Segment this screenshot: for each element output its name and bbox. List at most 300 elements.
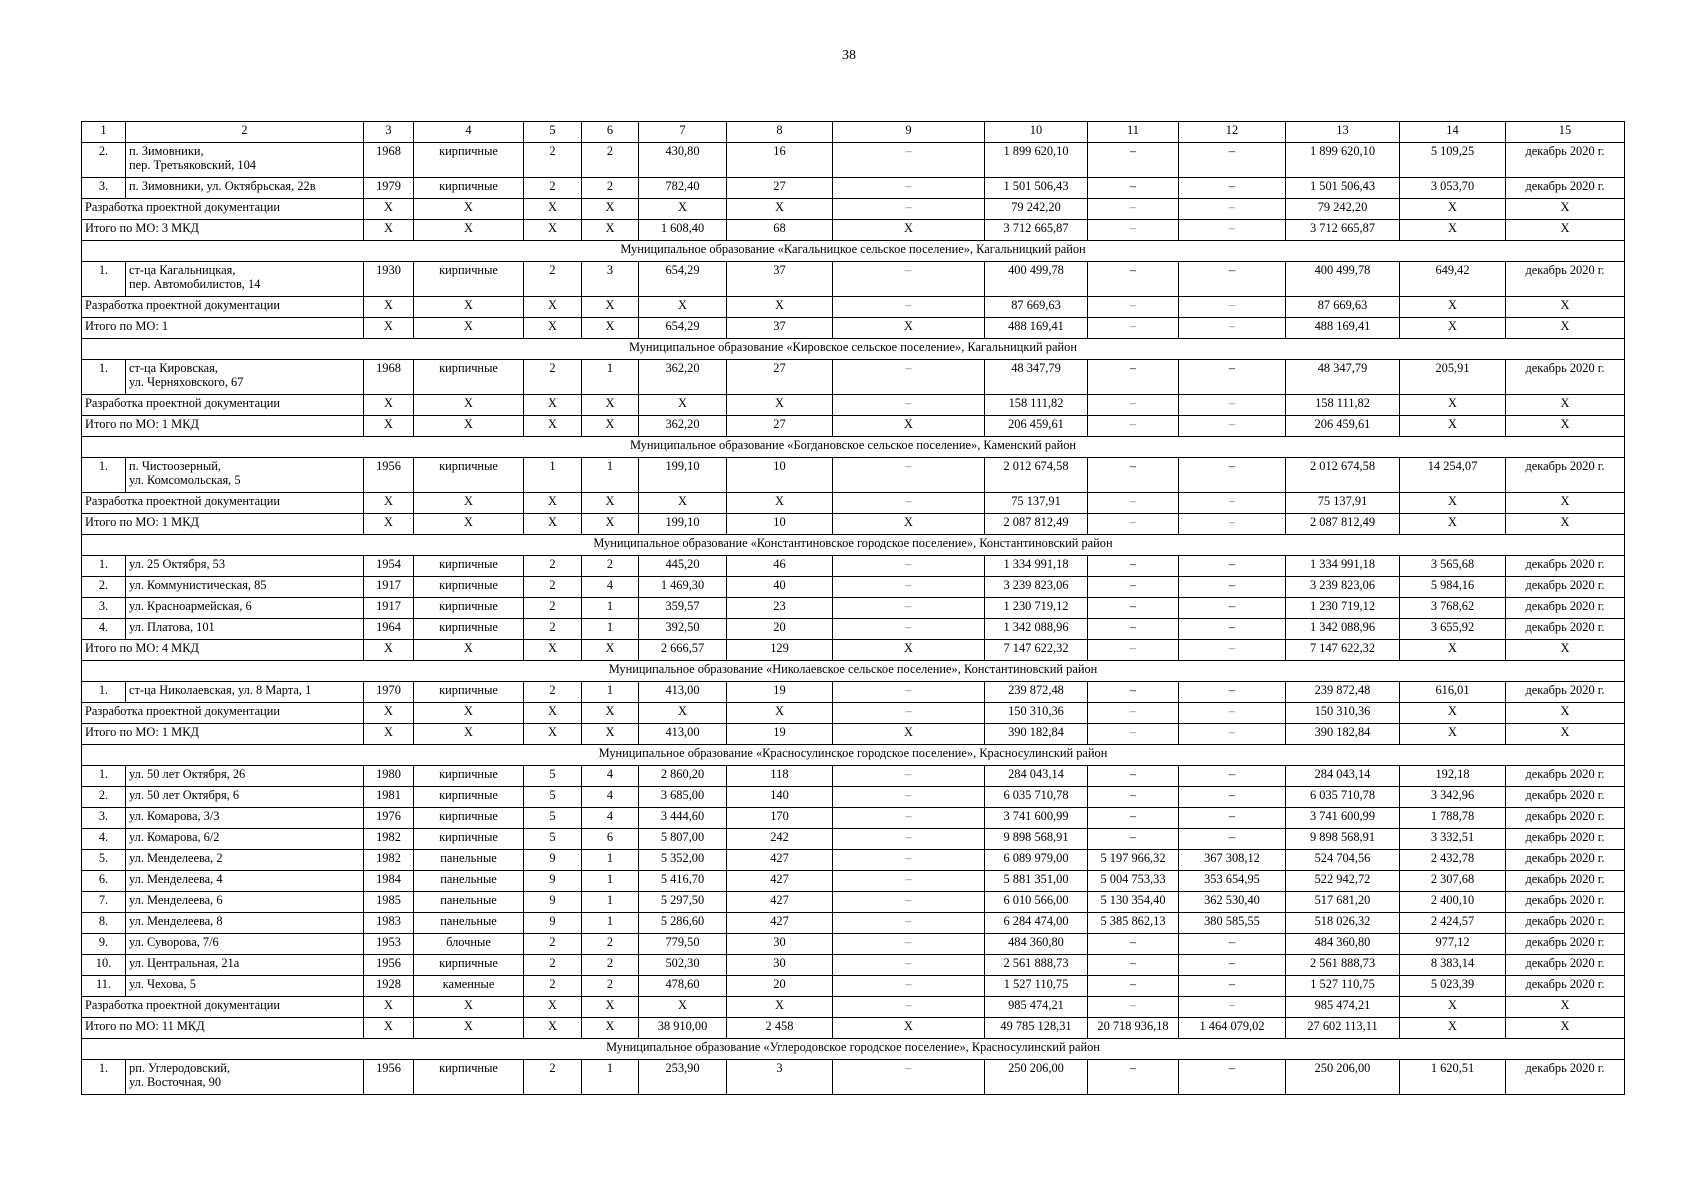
table-cell: – [833, 766, 985, 787]
table-cell: 1970 [364, 682, 414, 703]
table-cell: 362 530,40 [1179, 892, 1286, 913]
column-number: 15 [1506, 122, 1625, 143]
table-cell: – [833, 458, 985, 493]
table-cell: 390 182,84 [985, 724, 1088, 745]
table-cell: 5 385 862,13 [1088, 913, 1179, 934]
table-cell: X [524, 514, 582, 535]
table-cell: 5 297,50 [639, 892, 727, 913]
table-cell: – [1179, 997, 1286, 1018]
table-cell: 5. [82, 850, 126, 871]
table-cell: 1 [582, 892, 639, 913]
table-cell: – [1088, 829, 1179, 850]
table-cell: 1 [582, 598, 639, 619]
table-cell: кирпичные [414, 787, 524, 808]
table-cell: декабрь 2020 г. [1506, 955, 1625, 976]
table-cell: X [364, 318, 414, 339]
table-cell: 9 [524, 850, 582, 871]
table-cell: декабрь 2020 г. [1506, 913, 1625, 934]
table-cell: 19 [727, 682, 833, 703]
table-row [82, 360, 1625, 395]
table-cell: 2 458 [727, 1018, 833, 1039]
table-cell: – [1088, 724, 1179, 745]
table-cell: кирпичные [414, 143, 524, 178]
table-cell: X [414, 416, 524, 437]
table-cell: 158 111,82 [1286, 395, 1400, 416]
table-cell: 5 [524, 829, 582, 850]
table-cell: 1964 [364, 619, 414, 640]
summary-label: Разработка проектной документации [82, 703, 364, 724]
table-cell: 2 561 888,73 [1286, 955, 1400, 976]
table-cell: – [1088, 787, 1179, 808]
table-cell: X [1400, 318, 1506, 339]
table-cell: 522 942,72 [1286, 871, 1400, 892]
table-cell: X [833, 514, 985, 535]
table-cell: 2 [582, 556, 639, 577]
column-number: 13 [1286, 122, 1400, 143]
table-cell: 75 137,91 [985, 493, 1088, 514]
address-cell: ул. Комарова, 3/3 [126, 808, 364, 829]
address-cell: ул. Центральная, 21а [126, 955, 364, 976]
table-cell: панельные [414, 913, 524, 934]
table-cell: панельные [414, 871, 524, 892]
table-cell: X [1506, 493, 1625, 514]
table-cell: 3 768,62 [1400, 598, 1506, 619]
table-cell: 10 [727, 458, 833, 493]
table-cell: X [1506, 1018, 1625, 1039]
table-cell: декабрь 2020 г. [1506, 829, 1625, 850]
municipality-header-row [82, 745, 1625, 766]
table-cell: 3 239 823,06 [985, 577, 1088, 598]
table-cell: X [1506, 703, 1625, 724]
table-cell: X [582, 997, 639, 1018]
table-cell: 150 310,36 [1286, 703, 1400, 724]
table-cell: 3. [82, 178, 126, 199]
table-cell: кирпичные [414, 829, 524, 850]
table-row [82, 955, 1625, 976]
table-cell: 5 881 351,00 [985, 871, 1088, 892]
table-cell: 5 984,16 [1400, 577, 1506, 598]
table-cell: 1982 [364, 850, 414, 871]
table-row [82, 458, 1625, 493]
table-cell: X [582, 318, 639, 339]
summary-row [82, 493, 1625, 514]
table-cell: X [414, 493, 524, 514]
table-cell: 79 242,20 [985, 199, 1088, 220]
table-cell: 48 347,79 [1286, 360, 1400, 395]
table-cell: 1 [582, 458, 639, 493]
municipality-title: Муниципальное образование «Кировское сельское поселение», Кагальницкий район [82, 339, 1625, 360]
table-cell: кирпичные [414, 682, 524, 703]
summary-row [82, 1018, 1625, 1039]
column-number: 7 [639, 122, 727, 143]
table-cell: 2 [524, 577, 582, 598]
table-cell: декабрь 2020 г. [1506, 934, 1625, 955]
table-row [82, 871, 1625, 892]
table-cell: 782,40 [639, 178, 727, 199]
summary-row [82, 703, 1625, 724]
table-cell: декабрь 2020 г. [1506, 871, 1625, 892]
table-cell: 2 666,57 [639, 640, 727, 661]
table-cell: 2 [524, 360, 582, 395]
table-cell: X [364, 724, 414, 745]
table-cell: 977,12 [1400, 934, 1506, 955]
table-cell: 205,91 [1400, 360, 1506, 395]
table-cell: кирпичные [414, 619, 524, 640]
table-cell: X [727, 997, 833, 1018]
table-cell: X [833, 1018, 985, 1039]
address-cell: ул. Менделеева, 8 [126, 913, 364, 934]
table-cell: X [524, 220, 582, 241]
table-cell: X [414, 703, 524, 724]
summary-row [82, 318, 1625, 339]
address-cell: ул. Комарова, 6/2 [126, 829, 364, 850]
table-row [82, 766, 1625, 787]
table-cell: 2 [524, 934, 582, 955]
table-cell: X [1506, 724, 1625, 745]
municipality-title: Муниципальное образование «Константиновское городское поселение», Константиновский район [82, 535, 1625, 556]
table-cell: декабрь 2020 г. [1506, 619, 1625, 640]
table-cell: – [833, 262, 985, 297]
table-cell: 4. [82, 619, 126, 640]
table-cell: – [1179, 787, 1286, 808]
table-cell: кирпичные [414, 360, 524, 395]
table-cell: 1 527 110,75 [1286, 976, 1400, 997]
municipality-header-row [82, 437, 1625, 458]
table-cell: 2 [524, 556, 582, 577]
table-cell: 1956 [364, 458, 414, 493]
table-cell: 2 [524, 178, 582, 199]
address-cell: п. Зимовники, пер. Третьяковский, 104 [126, 143, 364, 178]
table-row [82, 892, 1625, 913]
table-cell: 1917 [364, 598, 414, 619]
table-cell: – [1179, 395, 1286, 416]
table-cell: – [1179, 220, 1286, 241]
table-row [82, 787, 1625, 808]
table-cell: 518 026,32 [1286, 913, 1400, 934]
table-cell: 199,10 [639, 514, 727, 535]
table-cell: кирпичные [414, 577, 524, 598]
table-cell: 3 655,92 [1400, 619, 1506, 640]
table-row [82, 556, 1625, 577]
table-cell: блочные [414, 934, 524, 955]
table-cell: декабрь 2020 г. [1506, 787, 1625, 808]
table-cell: – [1179, 199, 1286, 220]
column-number: 3 [364, 122, 414, 143]
table-cell: 6 035 710,78 [985, 787, 1088, 808]
table-cell: X [639, 997, 727, 1018]
table-cell: 488 169,41 [1286, 318, 1400, 339]
table-cell: 23 [727, 598, 833, 619]
table-cell: 170 [727, 808, 833, 829]
table-row [82, 577, 1625, 598]
table-cell: 400 499,78 [1286, 262, 1400, 297]
table-cell: 1984 [364, 871, 414, 892]
table-cell: 2 087 812,49 [985, 514, 1088, 535]
table-cell: 48 347,79 [985, 360, 1088, 395]
table-cell: 2 [524, 682, 582, 703]
table-cell: 1. [82, 458, 126, 493]
column-number: 11 [1088, 122, 1179, 143]
table-cell: 985 474,21 [985, 997, 1088, 1018]
table-cell: X [364, 514, 414, 535]
table-cell: 1. [82, 360, 126, 395]
table-cell: 1 608,40 [639, 220, 727, 241]
table-cell: X [414, 297, 524, 318]
table-cell: X [1506, 416, 1625, 437]
table-cell: 5 197 966,32 [1088, 850, 1179, 871]
table-cell: 3. [82, 808, 126, 829]
table-cell: – [1088, 682, 1179, 703]
table-cell: 1 [524, 458, 582, 493]
table-cell: – [1088, 514, 1179, 535]
table-cell: 3 332,51 [1400, 829, 1506, 850]
table-cell: 87 669,63 [985, 297, 1088, 318]
table-cell: 1954 [364, 556, 414, 577]
column-number: 1 [82, 122, 126, 143]
table-cell: 3 685,00 [639, 787, 727, 808]
table-cell: 10 [727, 514, 833, 535]
table-cell: 27 [727, 178, 833, 199]
table-cell: 5 [524, 766, 582, 787]
table-cell: 2 432,78 [1400, 850, 1506, 871]
table-cell: X [1400, 640, 1506, 661]
address-cell: ул. 50 лет Октября, 6 [126, 787, 364, 808]
table-cell: 2 [524, 598, 582, 619]
table-cell: – [1088, 262, 1179, 297]
table-cell: 79 242,20 [1286, 199, 1400, 220]
table-cell: 1953 [364, 934, 414, 955]
table-cell: – [833, 297, 985, 318]
table-cell: 779,50 [639, 934, 727, 955]
table-cell: 4 [582, 808, 639, 829]
table-cell: 654,29 [639, 262, 727, 297]
table-cell: декабрь 2020 г. [1506, 1060, 1625, 1095]
municipality-title: Муниципальное образование «Николаевское сельское поселение», Константиновский район [82, 661, 1625, 682]
municipality-title: Муниципальное образование «Богдановское сельское поселение», Каменский район [82, 437, 1625, 458]
municipality-header-row [82, 535, 1625, 556]
table-cell: X [1400, 703, 1506, 724]
table-cell: – [1179, 829, 1286, 850]
table-cell: – [1088, 199, 1179, 220]
table-cell: 1. [82, 766, 126, 787]
table-cell: – [833, 199, 985, 220]
table-cell: 250 206,00 [1286, 1060, 1400, 1095]
column-number-row [82, 122, 1625, 143]
table-cell: 1 899 620,10 [1286, 143, 1400, 178]
table-cell: – [1088, 493, 1179, 514]
table-cell: – [1179, 724, 1286, 745]
table-cell: 4 [582, 766, 639, 787]
table-cell: 3 444,60 [639, 808, 727, 829]
table-cell: 1917 [364, 577, 414, 598]
table-cell: – [833, 976, 985, 997]
table-cell: X [582, 1018, 639, 1039]
table-cell: – [1179, 318, 1286, 339]
table-cell: 284 043,14 [985, 766, 1088, 787]
table-cell: 206 459,61 [1286, 416, 1400, 437]
table-cell: X [639, 199, 727, 220]
table-cell: X [1400, 997, 1506, 1018]
municipality-header-row [82, 339, 1625, 360]
summary-label: Итого по МО: 1 МКД [82, 514, 364, 535]
table-cell: – [833, 360, 985, 395]
address-cell: ул. Менделеева, 4 [126, 871, 364, 892]
table-cell: – [833, 395, 985, 416]
summary-label: Итого по МО: 11 МКД [82, 1018, 364, 1039]
table-cell: – [833, 913, 985, 934]
address-cell: ул. Платова, 101 [126, 619, 364, 640]
table-cell: 359,57 [639, 598, 727, 619]
table-cell: 40 [727, 577, 833, 598]
summary-label: Итого по МО: 4 МКД [82, 640, 364, 661]
table-cell: 11. [82, 976, 126, 997]
table-cell: 1930 [364, 262, 414, 297]
table-cell: X [1400, 395, 1506, 416]
table-cell: X [364, 416, 414, 437]
table-cell: 3 741 600,99 [985, 808, 1088, 829]
summary-row [82, 514, 1625, 535]
table-cell: X [582, 703, 639, 724]
table-cell: 2 [582, 976, 639, 997]
table-cell: 6 010 566,00 [985, 892, 1088, 913]
table-cell: – [1179, 598, 1286, 619]
table-cell: X [524, 997, 582, 1018]
table-cell: – [1179, 976, 1286, 997]
table-cell: 2 [524, 619, 582, 640]
table-cell: 400 499,78 [985, 262, 1088, 297]
table-cell: 7 147 622,32 [985, 640, 1088, 661]
table-cell: 2 [524, 976, 582, 997]
column-number: 12 [1179, 122, 1286, 143]
table-cell: 1 501 506,43 [1286, 178, 1400, 199]
table-cell: 5 286,60 [639, 913, 727, 934]
table-cell: 517 681,20 [1286, 892, 1400, 913]
summary-label: Разработка проектной документации [82, 395, 364, 416]
summary-row [82, 416, 1625, 437]
table-cell: – [833, 829, 985, 850]
table-cell: 1956 [364, 1060, 414, 1095]
table-cell: 2 [524, 262, 582, 297]
table-cell: 150 310,36 [985, 703, 1088, 724]
table-cell: 1985 [364, 892, 414, 913]
table-cell: 1 [582, 913, 639, 934]
table-cell: 524 704,56 [1286, 850, 1400, 871]
table-cell: – [1179, 556, 1286, 577]
table-cell: 1 342 088,96 [985, 619, 1088, 640]
table-cell: 2 087 812,49 [1286, 514, 1400, 535]
table-cell: – [833, 682, 985, 703]
table-cell: X [364, 1018, 414, 1039]
table-cell: 68 [727, 220, 833, 241]
table-cell: – [1179, 619, 1286, 640]
table-cell: – [1179, 360, 1286, 395]
table-cell: 1 788,78 [1400, 808, 1506, 829]
table-cell: 2 400,10 [1400, 892, 1506, 913]
table-cell: 140 [727, 787, 833, 808]
table-cell: X [582, 640, 639, 661]
table-cell: декабрь 2020 г. [1506, 892, 1625, 913]
table-cell: 362,20 [639, 360, 727, 395]
table-cell: 445,20 [639, 556, 727, 577]
table-cell: 392,50 [639, 619, 727, 640]
table-cell: – [1088, 619, 1179, 640]
municipality-title: Муниципальное образование «Красносулинское городское поселение», Красносулинский район [82, 745, 1625, 766]
table-cell: X [1506, 997, 1625, 1018]
housing-repair-table [81, 121, 1625, 1095]
table-cell: – [1088, 997, 1179, 1018]
table-cell: 616,01 [1400, 682, 1506, 703]
table-cell: 20 [727, 619, 833, 640]
municipality-header-row [82, 1039, 1625, 1060]
table-cell: X [727, 395, 833, 416]
table-cell: 38 910,00 [639, 1018, 727, 1039]
table-cell: декабрь 2020 г. [1506, 178, 1625, 199]
table-cell: X [524, 199, 582, 220]
table-cell: 253,90 [639, 1060, 727, 1095]
table-cell: 6 035 710,78 [1286, 787, 1400, 808]
table-cell: 46 [727, 556, 833, 577]
table-cell: 2 307,68 [1400, 871, 1506, 892]
table-cell: 1 464 079,02 [1179, 1018, 1286, 1039]
table-cell: 488 169,41 [985, 318, 1088, 339]
table-cell: – [1179, 682, 1286, 703]
table-cell: 27 602 113,11 [1286, 1018, 1400, 1039]
table-cell: 413,00 [639, 724, 727, 745]
table-cell: X [727, 493, 833, 514]
table-cell: – [1088, 360, 1179, 395]
table-cell: – [833, 787, 985, 808]
summary-label: Разработка проектной документации [82, 297, 364, 318]
table-cell: 5 416,70 [639, 871, 727, 892]
table-cell: 3 239 823,06 [1286, 577, 1400, 598]
column-number: 2 [126, 122, 364, 143]
table-cell: X [364, 703, 414, 724]
table-cell: X [1506, 199, 1625, 220]
table-cell: 654,29 [639, 318, 727, 339]
table-cell: X [524, 703, 582, 724]
table-cell: X [524, 493, 582, 514]
address-cell: ул. Суворова, 7/6 [126, 934, 364, 955]
table-cell: 4. [82, 829, 126, 850]
table-cell: X [833, 220, 985, 241]
table-cell: кирпичные [414, 808, 524, 829]
table-cell: 430,80 [639, 143, 727, 178]
table-cell: 353 654,95 [1179, 871, 1286, 892]
table-cell: X [833, 318, 985, 339]
address-cell: ст-ца Кировская, ул. Черняховского, 67 [126, 360, 364, 395]
table-cell: 1 230 719,12 [1286, 598, 1400, 619]
table-cell: X [1400, 514, 1506, 535]
table-cell: X [639, 493, 727, 514]
table-cell: кирпичные [414, 598, 524, 619]
table-cell: X [524, 1018, 582, 1039]
table-cell: 1 [582, 871, 639, 892]
summary-label: Разработка проектной документации [82, 493, 364, 514]
table-cell: 380 585,55 [1179, 913, 1286, 934]
table-cell: 427 [727, 892, 833, 913]
table-cell: – [1179, 416, 1286, 437]
table-cell: 3 [582, 262, 639, 297]
table-cell: 1980 [364, 766, 414, 787]
table-cell: X [414, 395, 524, 416]
table-cell: 5 807,00 [639, 829, 727, 850]
table-cell: 1. [82, 1060, 126, 1095]
table-cell: кирпичные [414, 766, 524, 787]
table-cell: кирпичные [414, 556, 524, 577]
table-cell: 37 [727, 318, 833, 339]
table-cell: 2 012 674,58 [985, 458, 1088, 493]
table-cell: 1 501 506,43 [985, 178, 1088, 199]
